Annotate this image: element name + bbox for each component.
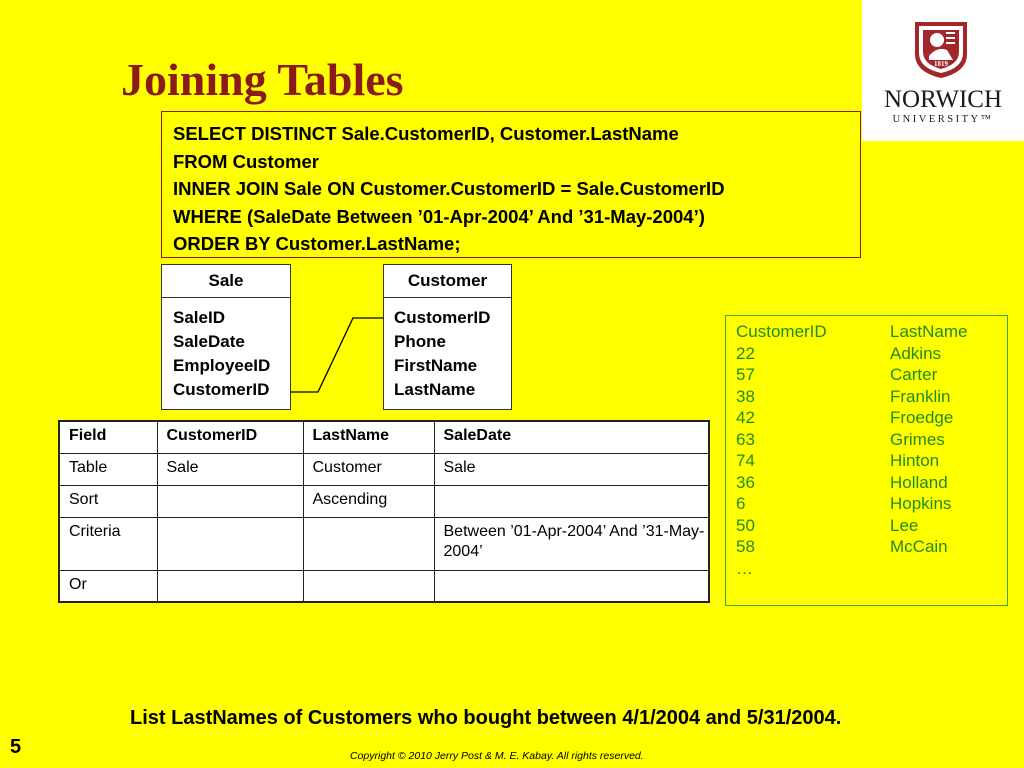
result-cell: Froedge — [890, 408, 954, 427]
result-cell: 42 — [736, 408, 755, 427]
result-row — [736, 515, 1007, 537]
copyright-notice: Copyright © 2010 Jerry Post & M. E. Kabay. All rights reserved. — [350, 750, 644, 762]
grid-cell: Sale — [157, 453, 303, 485]
customer-field: CustomerID — [394, 308, 491, 327]
grid-cell: CustomerID — [157, 421, 303, 453]
result-row — [736, 407, 1007, 429]
result-ellipsis: … — [736, 558, 753, 578]
grid-cell: Or — [59, 570, 157, 602]
result-cell: 63 — [736, 429, 755, 449]
sale-field: SaleDate — [173, 332, 245, 351]
grid-cell: Criteria — [59, 517, 157, 570]
sql-line: INNER JOIN Sale ON Customer.CustomerID = Sale.CustomerID — [173, 178, 725, 199]
result-cell: 57 — [736, 365, 755, 384]
grid-row — [59, 453, 709, 485]
result-header: CustomerID — [736, 322, 827, 341]
sale-table-diagram — [161, 264, 291, 410]
university-crest-icon — [913, 16, 969, 80]
result-cell: Hinton — [890, 451, 940, 470]
sale-field: CustomerID — [173, 380, 270, 399]
grid-cell — [434, 485, 709, 517]
result-row — [736, 429, 1007, 451]
result-row — [736, 450, 1007, 472]
query-result-box — [725, 315, 1008, 606]
grid-cell — [157, 570, 303, 602]
grid-cell — [303, 517, 434, 570]
result-cell: Carter — [890, 365, 938, 384]
result-cell: 6 — [736, 494, 746, 513]
grid-cell: LastName — [303, 421, 434, 453]
result-cell: McCain — [890, 537, 948, 556]
sale-table-title: Sale — [162, 265, 290, 298]
customer-field: FirstName — [394, 356, 478, 375]
customer-field: LastName — [394, 380, 476, 399]
query-design-grid — [58, 420, 710, 603]
result-row — [736, 386, 1007, 408]
result-cell: 50 — [736, 515, 755, 535]
result-cell: Grimes — [890, 429, 945, 449]
grid-cell: Between ’01-Apr-2004’ And ’31-May-2004’ — [434, 517, 709, 570]
page-number: 5 — [10, 736, 22, 758]
grid-row — [59, 570, 709, 602]
grid-cell: Table — [59, 453, 157, 485]
result-row — [736, 493, 1007, 515]
grid-row — [59, 517, 709, 570]
result-cell: 58 — [736, 537, 755, 556]
result-cell: Hopkins — [890, 494, 952, 513]
result-cell: 22 — [736, 343, 755, 363]
result-cell: Franklin — [890, 386, 951, 406]
result-cell: 38 — [736, 386, 755, 406]
grid-cell: Sort — [59, 485, 157, 517]
result-cell: Lee — [890, 515, 919, 535]
grid-cell: Customer — [303, 453, 434, 485]
sale-field-list — [162, 298, 290, 402]
grid-cell — [157, 517, 303, 570]
result-row — [736, 472, 1007, 494]
result-cell: 74 — [736, 451, 755, 470]
grid-row — [59, 485, 709, 517]
sale-field: SaleID — [173, 308, 225, 327]
sql-line: ORDER BY Customer.LastName; — [173, 233, 461, 254]
grid-cell — [303, 570, 434, 602]
sql-line: WHERE (SaleDate Between ’01-Apr-2004’ And ’31-May-2004’) — [173, 205, 705, 227]
grid-cell: Field — [59, 421, 157, 453]
logo-subtitle: UNIVERSITY™ — [892, 114, 994, 125]
result-header-row — [736, 321, 1007, 343]
crest-year: 1819 — [934, 60, 948, 68]
grid-cell — [157, 485, 303, 517]
result-header: LastName — [890, 322, 968, 341]
grid-cell: SaleDate — [434, 421, 709, 453]
result-row — [736, 343, 1007, 365]
result-row — [736, 536, 1007, 558]
slide-title: Joining Tables — [121, 54, 404, 105]
sql-query-box — [161, 111, 861, 258]
logo-name: NORWICH — [883, 86, 1003, 113]
customer-table-diagram — [383, 264, 512, 410]
sql-line: SELECT DISTINCT Sale.CustomerID, Customer.LastName — [173, 123, 679, 144]
sale-field: EmployeeID — [173, 356, 271, 375]
customer-field-list — [384, 298, 511, 402]
grid-cell: Sale — [434, 453, 709, 485]
grid-header-row — [59, 421, 709, 453]
result-row — [736, 364, 1007, 386]
customer-table-title: Customer — [384, 265, 511, 298]
result-cell: 36 — [736, 472, 755, 492]
grid-cell: Ascending — [303, 485, 434, 517]
customer-field: Phone — [394, 332, 446, 351]
result-cell: Holland — [890, 472, 948, 492]
sql-line: FROM Customer — [173, 150, 319, 172]
grid-cell — [434, 570, 709, 602]
slide-caption: List LastNames of Customers who bought between 4/1/2004 and 5/31/2004. — [130, 707, 842, 729]
result-cell: Adkins — [890, 343, 942, 363]
